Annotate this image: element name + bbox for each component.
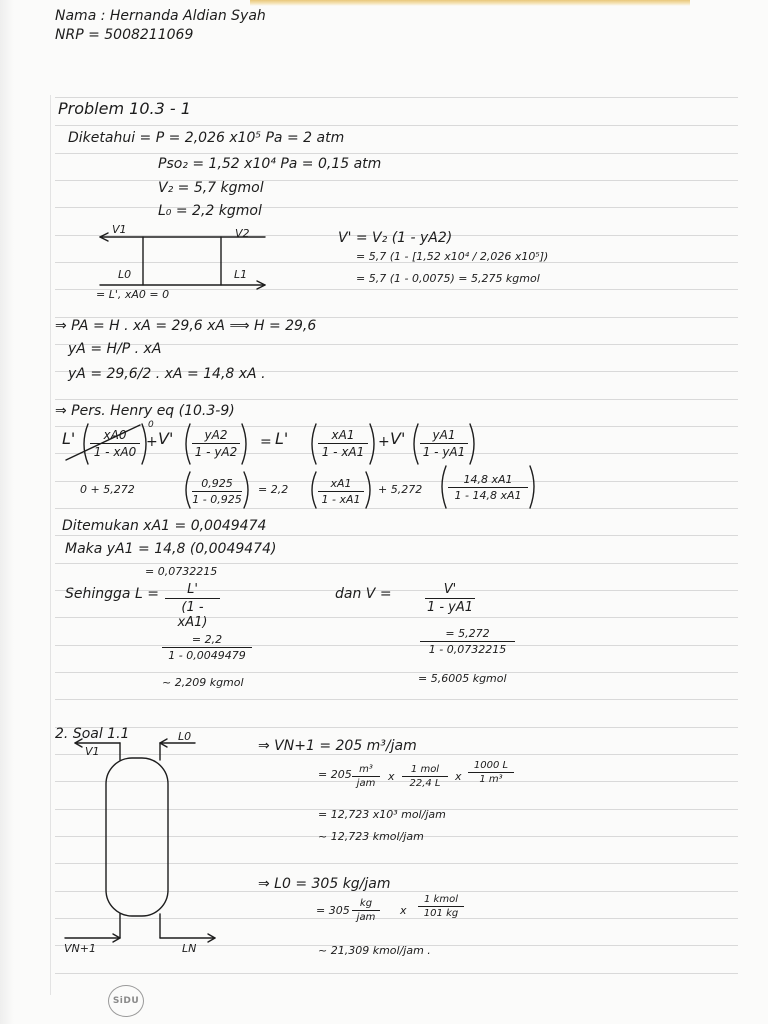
henry-line-3: yA = 29,6/2 . xA = 14,8 xA . — [68, 366, 266, 382]
eqn-term-1: 0,925 1 - 0,925 — [192, 477, 242, 506]
sidu-stamp — [108, 985, 144, 1017]
vn1-line-4: ~ 12,723 kmol/jam — [318, 830, 424, 843]
vn1-line-2-lead: = 205 — [318, 768, 352, 781]
pers-henry-title: ⇒ Pers. Henry eq (10.3-9) — [55, 403, 235, 419]
eq-lprime-1: L' — [62, 429, 76, 448]
column-v1: V1 — [85, 745, 100, 758]
eqn-lead: 0 + 5,272 — [80, 483, 135, 496]
eq-term-1: xA0 1 - xA0 — [90, 428, 140, 459]
vprime-line-2: = 5,7 (1 - [1,52 x10⁴ / 2,026 x10⁵]) — [356, 250, 549, 263]
vn1-line-3: = 12,723 x10³ mol/jam — [318, 808, 446, 821]
dan-fraction: V' 1 - yA1 — [426, 582, 474, 615]
eq-term-3: xA1 1 - xA1 — [318, 428, 368, 459]
given-l0: L₀ = 2,2 kgmol — [158, 203, 262, 219]
l0-frac-2: 1 kmol 101 kg — [418, 894, 464, 919]
eq-vprime-1: V' — [158, 429, 174, 448]
eq-vprime-2: V' — [390, 429, 406, 448]
eq-zero-mark: 0 — [148, 420, 154, 430]
given-v2: V₂ = 5,7 kgmol — [158, 180, 264, 196]
vn1-frac-2: 1 mol 22,4 L — [402, 764, 448, 789]
l0-line-1: ⇒ L0 = 305 kg/jam — [258, 876, 391, 892]
l0-frac-1: kg jam — [352, 898, 380, 923]
eq-plus-2: + — [378, 434, 390, 450]
sehingga-label: Sehingga L = — [65, 586, 159, 602]
l0-x: x — [400, 904, 407, 917]
eqn-term-2: xA1 1 - xA1 — [318, 477, 364, 506]
column-ln: LN — [182, 942, 197, 955]
diagram1-v1: V1 — [112, 223, 127, 236]
eq-term-2: yA2 1 - yA2 — [192, 428, 240, 459]
henry-line-1: ⇒ PA = H . xA = 29,6 xA ⟹ H = 29,6 — [55, 318, 317, 334]
problem-1-title: Problem 10.3 - 1 — [58, 99, 191, 118]
sehingga-line-2: = 2,2 1 - 0,0049479 — [162, 633, 252, 662]
diagram1-below: = L', xA0 = 0 — [96, 288, 170, 301]
diagram1-l1: L1 — [234, 268, 248, 281]
eq-lprime-2: L' — [275, 429, 289, 448]
dan-line-2: = 5,272 1 - 0,0732215 — [420, 627, 515, 656]
henry-line-2: yA = H/P . xA — [68, 341, 162, 357]
eqn-plus: + 5,272 — [378, 483, 423, 496]
l0-line-2-lead: = 305 — [316, 904, 350, 917]
sehingga-fraction: L' (1 - xA1) — [165, 582, 220, 630]
student-name: Nama : Hernanda Aldian Syah — [55, 8, 266, 24]
result-ya1: Maka yA1 = 14,8 (0,0049474) — [65, 541, 277, 557]
l0-line-3: ~ 21,309 kmol/jam . — [318, 944, 431, 957]
dan-line-3: = 5,6005 kgmol — [418, 672, 507, 685]
result-ya1-value: = 0,0732215 — [145, 565, 218, 578]
given-pressure: Diketahui = P = 2,026 x10⁵ Pa = 2 atm — [68, 130, 345, 146]
vn1-x-1: x — [388, 770, 395, 783]
vprime-line-1: V' = V₂ (1 - yA2) — [338, 230, 453, 246]
vn1-x-2: x — [455, 770, 462, 783]
diagram1-l0: L0 — [118, 268, 132, 281]
result-xa1: Ditemukan xA1 = 0,0049474 — [62, 518, 267, 534]
diagram1-v2: V2 — [235, 227, 250, 240]
vn1-frac-3: 1000 L 1 m³ — [468, 760, 514, 785]
sehingga-line-3: ~ 2,209 kgmol — [162, 676, 244, 689]
given-pso2: Pso₂ = 1,52 x10⁴ Pa = 0,15 atm — [158, 156, 382, 172]
vn1-line-1: ⇒ VN+1 = 205 m³/jam — [258, 738, 417, 754]
problem-2-title: 2. Soal 1.1 — [55, 726, 130, 742]
eq-term-4: yA1 1 - yA1 — [420, 428, 468, 459]
vn1-frac-1: m³ jam — [352, 764, 380, 789]
sidu-stamp-text: SiDU — [112, 996, 140, 1006]
student-nrp: NRP = 5008211069 — [55, 27, 194, 43]
column-l0: L0 — [178, 730, 192, 743]
column-vn1: VN+1 — [64, 942, 96, 955]
eq-plus-1: + — [146, 434, 158, 450]
eqn-mid: = 2,2 — [258, 483, 289, 496]
dan-label: dan V = — [335, 586, 392, 602]
eqn-term-3: 14,8 xA1 1 - 14,8 xA1 — [448, 473, 528, 502]
vprime-line-3: = 5,7 (1 - 0,0075) = 5,275 kgmol — [356, 272, 540, 285]
eq-equals: = — [260, 434, 272, 450]
